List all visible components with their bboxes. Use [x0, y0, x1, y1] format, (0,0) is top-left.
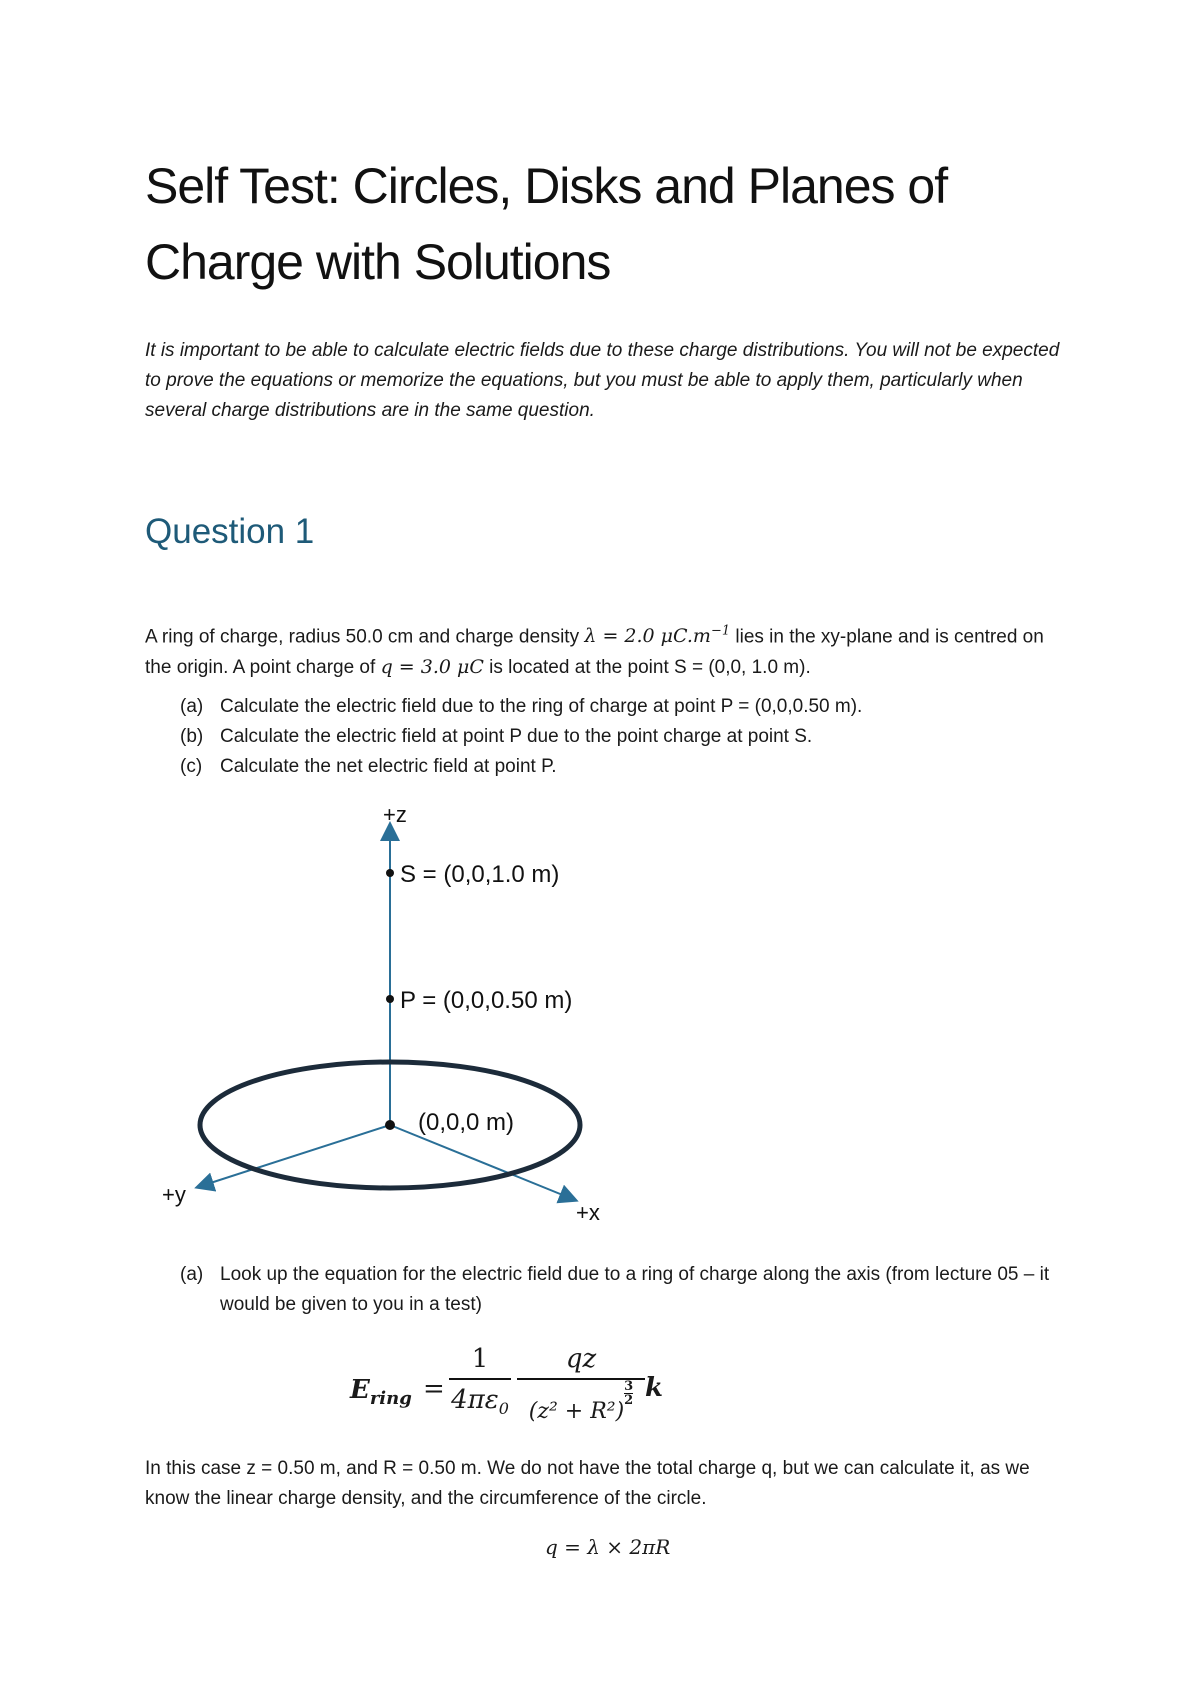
fraction-2-den-text: (z² + R²): [528, 1399, 625, 1424]
case-paragraph: In this case z = 0.50 m, and R = 0.50 m. We do not have the total charge q, but we can calculate it, as we know the linear charge density, and the circumference of the circle.: [145, 1458, 1030, 1509]
solution-text: Look up the equation for the electric field due to a ring of charge along the axis (from lecture 05 – it would be given to you in a test): [220, 1264, 1050, 1315]
question-1-statement: [145, 617, 1075, 683]
task-text: Calculate the electric field due to the ring of charge at point P = (0,0,0.50 m).: [220, 696, 863, 717]
statement-part-3: is located at the point S = (0,0, 1.0 m).: [483, 657, 811, 679]
q-expression: q = 3.0 μC: [380, 656, 484, 679]
point-s: [386, 869, 394, 877]
task-item-b: [180, 722, 1080, 752]
ring-charge-diagram: [150, 795, 610, 1225]
solution-list: [180, 1260, 1080, 1320]
point-p-label: P = (0,0,0.50 m): [400, 987, 573, 1014]
y-axis-label: +y: [162, 1182, 186, 1207]
task-item-c: [180, 752, 1080, 782]
formula-equals: =: [423, 1374, 445, 1404]
solution-item-a: [180, 1260, 1080, 1320]
formula-e-subscript: ring: [369, 1388, 412, 1410]
lambda-expression: [584, 625, 730, 647]
lambda-value: λ = 2.0 μC.m: [584, 625, 711, 648]
ring-field-formula: [345, 1340, 685, 1440]
charge-equation: q = λ × 2πR: [545, 1535, 671, 1559]
fraction-1-den-text: 4πε: [451, 1385, 499, 1415]
z-axis-label: +z: [383, 802, 407, 827]
task-text: Calculate the electric field at point P due to the point charge at point S.: [220, 726, 813, 747]
lambda-exponent: −1: [710, 624, 731, 639]
intro-paragraph: It is important to be able to calculate electric fields due to these charge distributions. You will not be expected to prove the equations or memorize the equations, but you must be able to apply them, particularly when several charge distributions are in the same question.: [145, 340, 1060, 421]
fraction-1-denominator: [449, 1380, 511, 1418]
task-tag: (c): [180, 756, 203, 777]
x-axis-label: +x: [576, 1200, 600, 1225]
fraction-2-exponent: [624, 1380, 633, 1407]
task-tag: (a): [180, 696, 204, 717]
exponent-denominator: 2: [624, 1393, 634, 1408]
page-title: Self Test: Circles, Disks and Planes of Charge with Solutions: [145, 158, 948, 290]
fraction-2-numerator: qz: [565, 1344, 597, 1374]
solution-tag: (a): [180, 1264, 204, 1285]
point-s-label: S = (0,0,1.0 m): [400, 861, 560, 888]
formula-lhs: [350, 1375, 412, 1409]
task-text: Calculate the net electric field at point P.: [220, 756, 557, 777]
fraction-1-numerator: 1: [471, 1344, 489, 1374]
statement-part-1: A ring of charge, radius 50.0 cm and charge density: [145, 626, 585, 648]
question-1-heading: Question 1: [145, 512, 315, 551]
origin-label: (0,0,0 m): [418, 1109, 515, 1136]
fraction-2-denominator: [517, 1379, 645, 1424]
task-tag: (b): [180, 726, 204, 747]
statement-part-2: lies in the xy-plane and is centred on the origin. A point charge of: [145, 626, 1044, 679]
origin-point: [385, 1120, 395, 1130]
formula-e: E: [350, 1375, 370, 1405]
formula-unit-vector: k: [645, 1373, 664, 1403]
point-p: [386, 995, 394, 1003]
fraction-1-den-subscript: 0: [498, 1399, 509, 1419]
task-list: [180, 692, 1080, 782]
exponent-numerator: 3: [624, 1379, 634, 1394]
task-item-a: [180, 692, 1080, 722]
fraction-constant: [449, 1340, 511, 1418]
fraction-field: [517, 1340, 645, 1424]
